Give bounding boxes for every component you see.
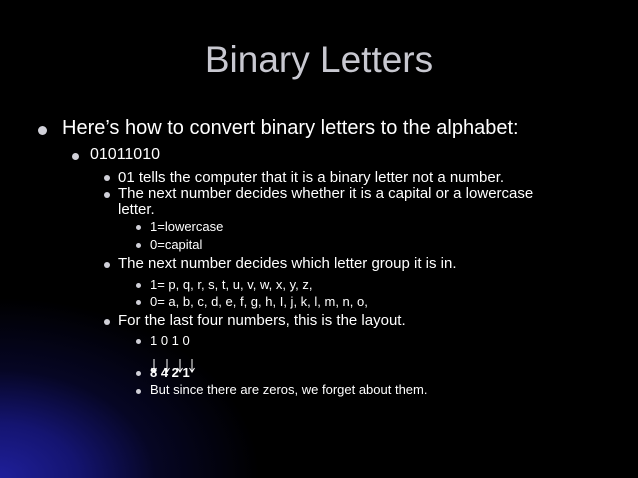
bullet-dot-l4 [136, 283, 141, 288]
bullet-dot-l2 [72, 153, 79, 160]
bullet-dot-l3 [104, 192, 110, 198]
bullet-digits: 1 0 1 0 [150, 333, 190, 348]
bullet-case-line1: The next number decides whether it is a capital or a lowercase [118, 185, 534, 202]
bullet-dot-l4 [136, 389, 141, 394]
bullet-dot-l4 [136, 371, 141, 376]
bullet-intro: Here’s how to convert binary letters to the alphabet: [62, 117, 519, 139]
bullet-group-zero: 0= a, b, c, d, e, f, g, h, I, j, k, l, m, n, o, [150, 294, 368, 309]
bullet-dot-l1 [38, 126, 47, 135]
bullet-dot-l4 [136, 225, 141, 230]
bullet-binary-letter: 01 tells the computer that it is a binary letter not a number. [118, 169, 505, 186]
bullet-zeros-note: But since there are zeros, we forget about them. [150, 382, 428, 397]
bullet-weights: 8 4 2 1 [150, 365, 190, 380]
bullet-dot-l3 [104, 262, 110, 268]
bullet-capital: 0=capital [150, 237, 203, 252]
bullet-code: 01011010 [90, 146, 160, 163]
bullet-dot-l3 [104, 319, 110, 325]
bullet-dot-l4 [136, 243, 141, 248]
bullet-letter-group: The next number decides which letter group it is in. [118, 255, 457, 272]
bullet-dot-l4 [136, 300, 141, 305]
bullet-dot-l3 [104, 175, 110, 181]
bullet-case-line2: letter. [118, 201, 155, 218]
slide-title: Binary Letters [204, 39, 434, 80]
bullet-lowercase: 1=lowercase [150, 219, 224, 234]
bullet-layout: For the last four numbers, this is the layout. [118, 312, 406, 329]
bullet-dot-l4 [136, 339, 141, 344]
bullet-group-one: 1= p, q, r, s, t, u, v, w, x, y, z, [150, 277, 313, 292]
